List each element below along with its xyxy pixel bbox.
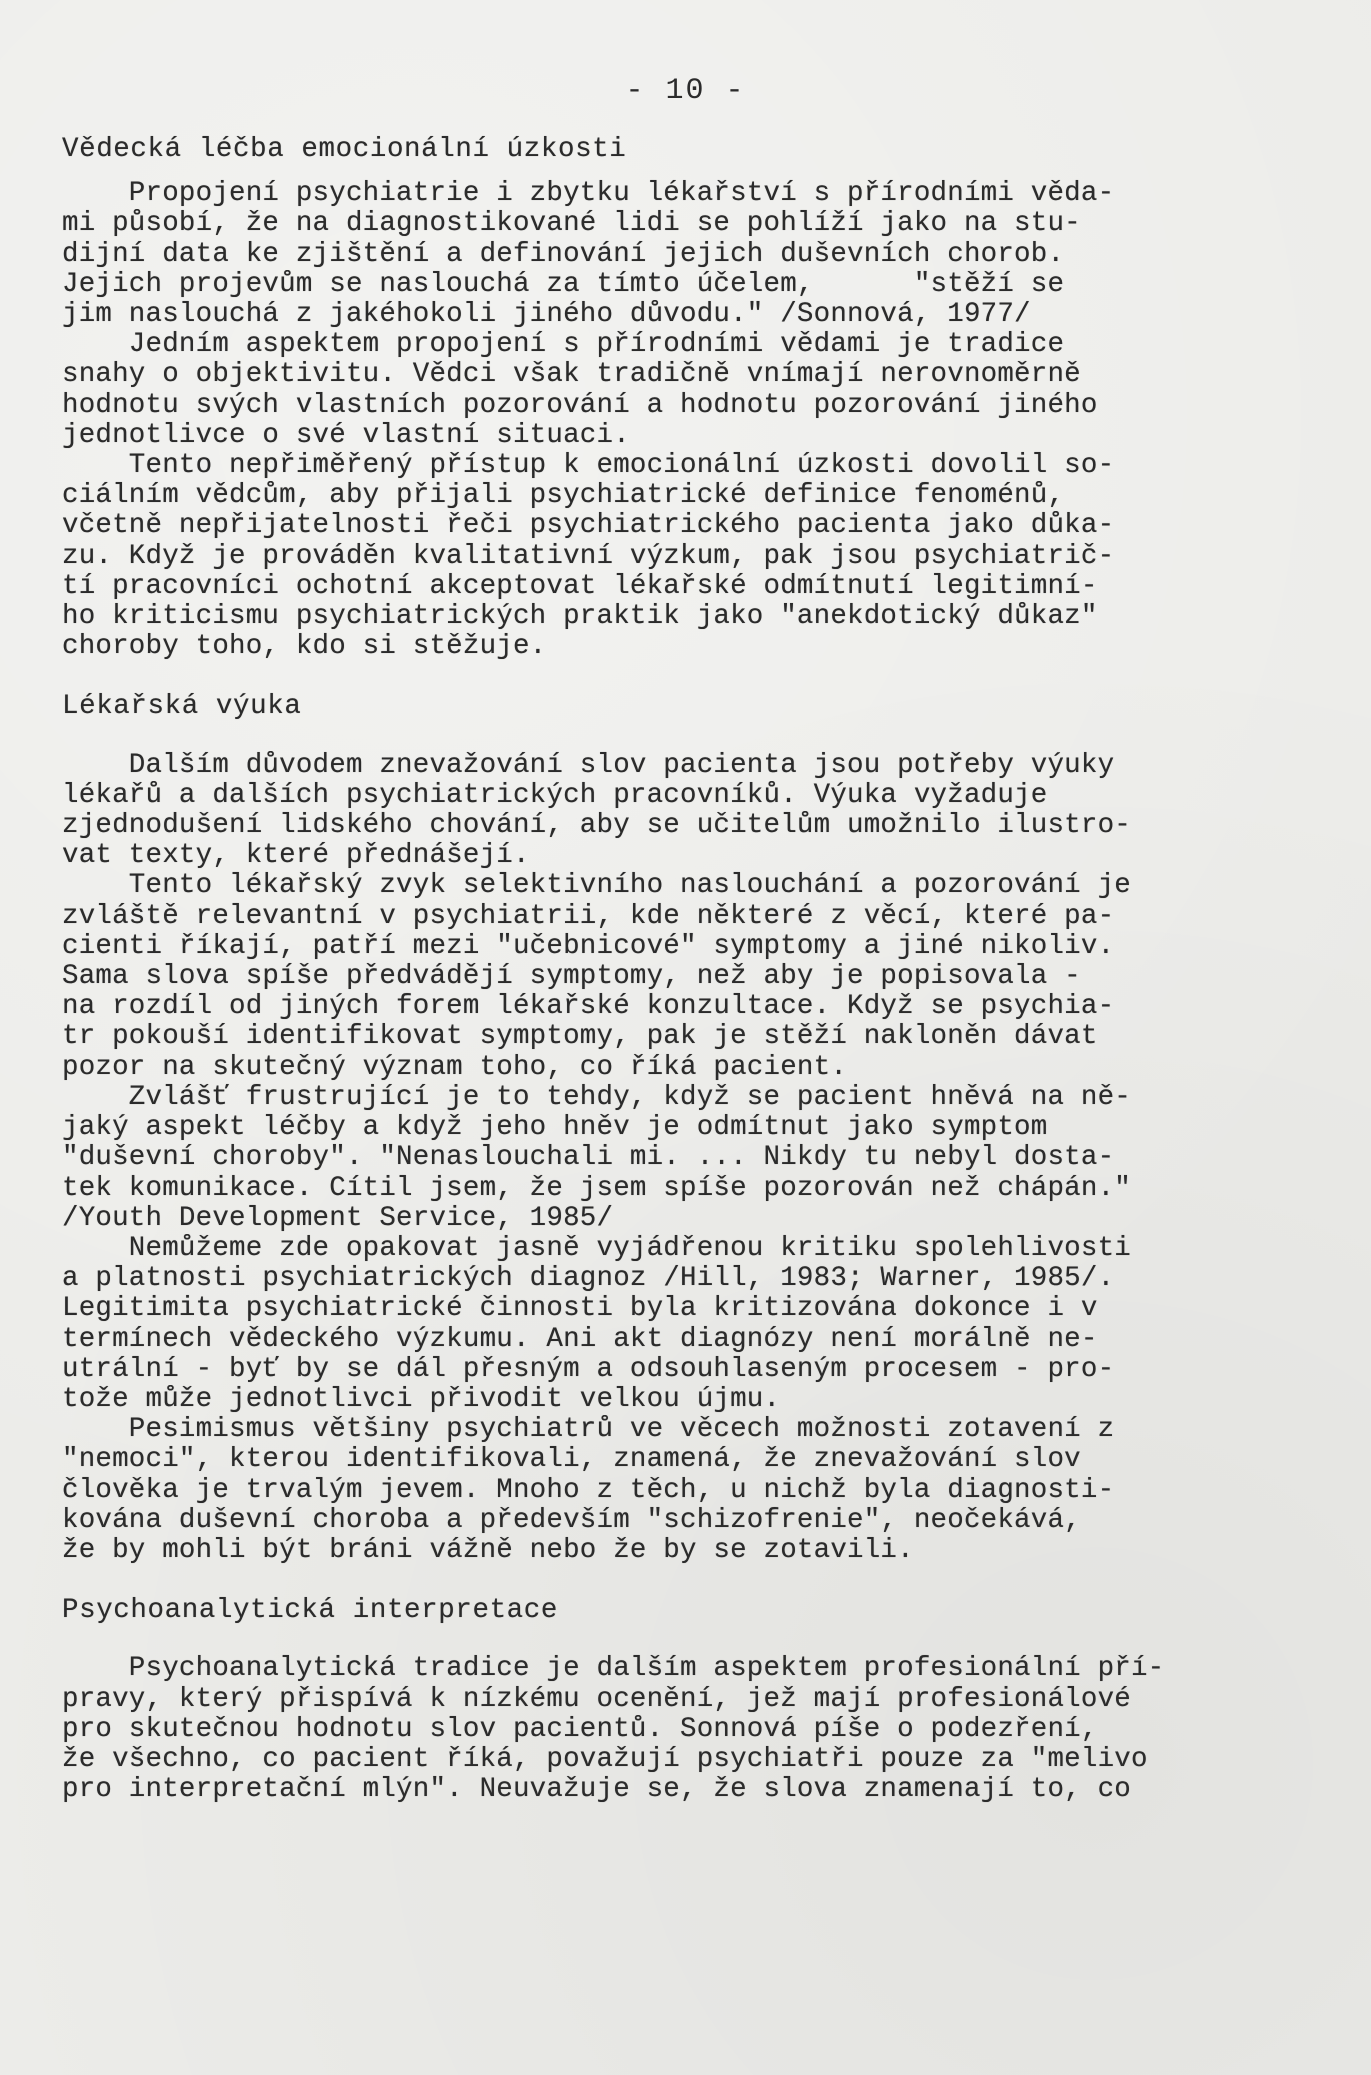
section-heading: Lékařská výuka: [62, 691, 302, 723]
paragraph: [62, 1415, 1324, 1566]
text-line: pro skutečnou hodnotu slov pacientů. Sonnová píše o podezření,: [62, 1714, 1098, 1745]
document-body: [62, 135, 1324, 1805]
paragraph: [62, 1083, 1324, 1234]
text-line: "duševní choroby". "Nenaslouchali mi. ... Nikdy tu nebyl dosta-: [62, 1143, 1115, 1174]
text-line: na rozdíl od jiných forem lékařské konzultace. Když se psychia-: [62, 992, 1115, 1023]
text-line: Psychoanalytická tradice je dalším aspektem profesionální pří-: [62, 1654, 1165, 1685]
text-line: lékařů a dalších psychiatrických pracovníků. Výuka vyžaduje: [62, 780, 1048, 811]
text-line: zu. Když je prováděn kvalitativní výzkum, pak jsou psychiatrič-: [62, 541, 1115, 572]
text-line: utrální - byť by se dál přesným a odsouhlaseným procesem - pro-: [62, 1354, 1115, 1385]
text-line: Nemůžeme zde opakovat jasně vyjádřenou kritiku spolehlivosti: [62, 1233, 1131, 1264]
text-line: Legitimita psychiatrické činnosti byla kritizována dokonce i v: [62, 1294, 1098, 1325]
section-psychoanalytic-interpretation: [62, 1596, 1324, 1805]
text-line: Propojení psychiatrie i zbytku lékařství s přírodními věda-: [62, 179, 1115, 210]
spacer: [62, 662, 1324, 692]
paragraph: [62, 1654, 1324, 1805]
section-heading: Vědecká léčba emocionální úzkosti: [62, 134, 627, 165]
text-line: /Youth Development Service, 1985/: [62, 1203, 614, 1234]
text-line: "nemoci", kterou identifikovali, znamená, že znevažování slov: [62, 1445, 1081, 1476]
text-line: Tento lékařský zvyk selektivního naslouchání a pozorování je: [62, 871, 1131, 902]
spacer: [62, 1566, 1324, 1596]
text-line: termínech vědeckého výzkumu. Ani akt diagnózy není morálně ne-: [62, 1324, 1098, 1355]
page-number: - 10 -: [625, 74, 746, 108]
text-line: člověka je trvalým jevem. Mnoho z těch, u nichž byla diagnosti-: [62, 1475, 1115, 1506]
text-line: snahy o objektivitu. Vědci však tradičně vnímají nerovnoměrně: [62, 360, 1081, 391]
text-line: jaký aspekt léčby a když jeho hněv je odmítnut jako symptom: [62, 1113, 1048, 1144]
section-scientific-treatment: [62, 135, 1324, 662]
text-line: ho kriticismu psychiatrických praktik jako "anekdotický důkaz": [62, 602, 1098, 633]
paragraph: [62, 871, 1324, 1082]
section-heading: Psychoanalytická interpretace: [62, 1595, 558, 1627]
text-line: Jejich projevům se naslouchá za tímto účelem, "stěží se: [62, 269, 1065, 300]
paragraph: [62, 451, 1324, 662]
text-line: že všechno, co pacient říká, považují psychiatři pouze za "melivo: [62, 1744, 1148, 1775]
text-line: a platnosti psychiatrických diagnoz /Hill, 1983; Warner, 1985/.: [62, 1264, 1115, 1295]
text-line: dijní data ke zjištění a definování jejich duševních chorob.: [62, 239, 1065, 270]
text-line: zjednodušení lidského chování, aby se učitelům umožnilo ilustro-: [62, 811, 1131, 842]
text-line: jednotlivce o své vlastní situaci.: [62, 420, 630, 451]
paragraph: [62, 330, 1324, 451]
paragraph: [62, 1234, 1324, 1415]
paragraph: [62, 179, 1324, 330]
text-line: pozor na skutečný význam toho, co říká pacient.: [62, 1052, 848, 1083]
text-line: Tento nepřiměřený přístup k emocionální úzkosti dovolil so-: [62, 451, 1115, 482]
text-line: Pesimismus většiny psychiatrů ve věcech možnosti zotavení z: [62, 1415, 1115, 1446]
text-line: zvláště relevantní v psychiatrii, kde některé z věcí, které pa-: [62, 901, 1115, 932]
spacer: [62, 1640, 1324, 1654]
text-line: Sama slova spíše předvádějí symptomy, než aby je popisovala -: [62, 962, 1081, 993]
text-line: cienti říkají, patří mezi "učebnicové" symptomy a jiné nikoliv.: [62, 931, 1115, 962]
text-line: choroby toho, kdo si stěžuje.: [62, 632, 547, 663]
text-line: tí pracovníci ochotní akceptovat lékařské odmítnutí legitimní-: [62, 571, 1098, 602]
text-line: Jedním aspektem propojení s přírodními vědami je tradice: [62, 330, 1065, 361]
text-line: vat texty, které přednášejí.: [62, 841, 530, 872]
text-line: že by mohli být bráni vážně nebo že by se zotavili.: [62, 1535, 914, 1566]
text-line: pravy, který přispívá k nízkému ocenění, jež mají profesionálové: [62, 1684, 1131, 1715]
text-line: tr pokouší identifikovat symptomy, pak je stěží nakloněn dávat: [62, 1022, 1098, 1053]
paragraph: [62, 751, 1324, 872]
text-line: pro interpretační mlýn". Neuvažuje se, že slova znamenají to, co: [62, 1775, 1131, 1806]
section-medical-training: [62, 692, 1324, 1566]
spacer: [62, 737, 1324, 751]
text-line: jim naslouchá z jakéhokoli jiného důvodu." /Sonnová, 1977/: [62, 300, 1031, 331]
text-line: mi působí, že na diagnostikované lidi se pohlíží jako na stu-: [62, 209, 1081, 240]
text-line: hodnotu svých vlastních pozorování a hodnotu pozorování jiného: [62, 390, 1098, 421]
text-line: Dalším důvodem znevažování slov pacienta jsou potřeby výuky: [62, 750, 1115, 781]
text-line: ciálním vědcům, aby přijali psychiatrické definice fenoménů,: [62, 481, 1065, 512]
text-line: včetně nepřijatelnosti řeči psychiatrického pacienta jako důka-: [62, 511, 1115, 542]
text-line: Zvlášť frustrující je to tehdy, když se pacient hněvá na ně-: [62, 1082, 1131, 1113]
text-line: tože může jednotlivci přivodit velkou újmu.: [62, 1384, 781, 1415]
text-line: tek komunikace. Cítil jsem, že jsem spíše pozorován než chápán.": [62, 1173, 1131, 1204]
text-line: kována duševní choroba a především "schizofrenie", neočekává,: [62, 1505, 1081, 1536]
